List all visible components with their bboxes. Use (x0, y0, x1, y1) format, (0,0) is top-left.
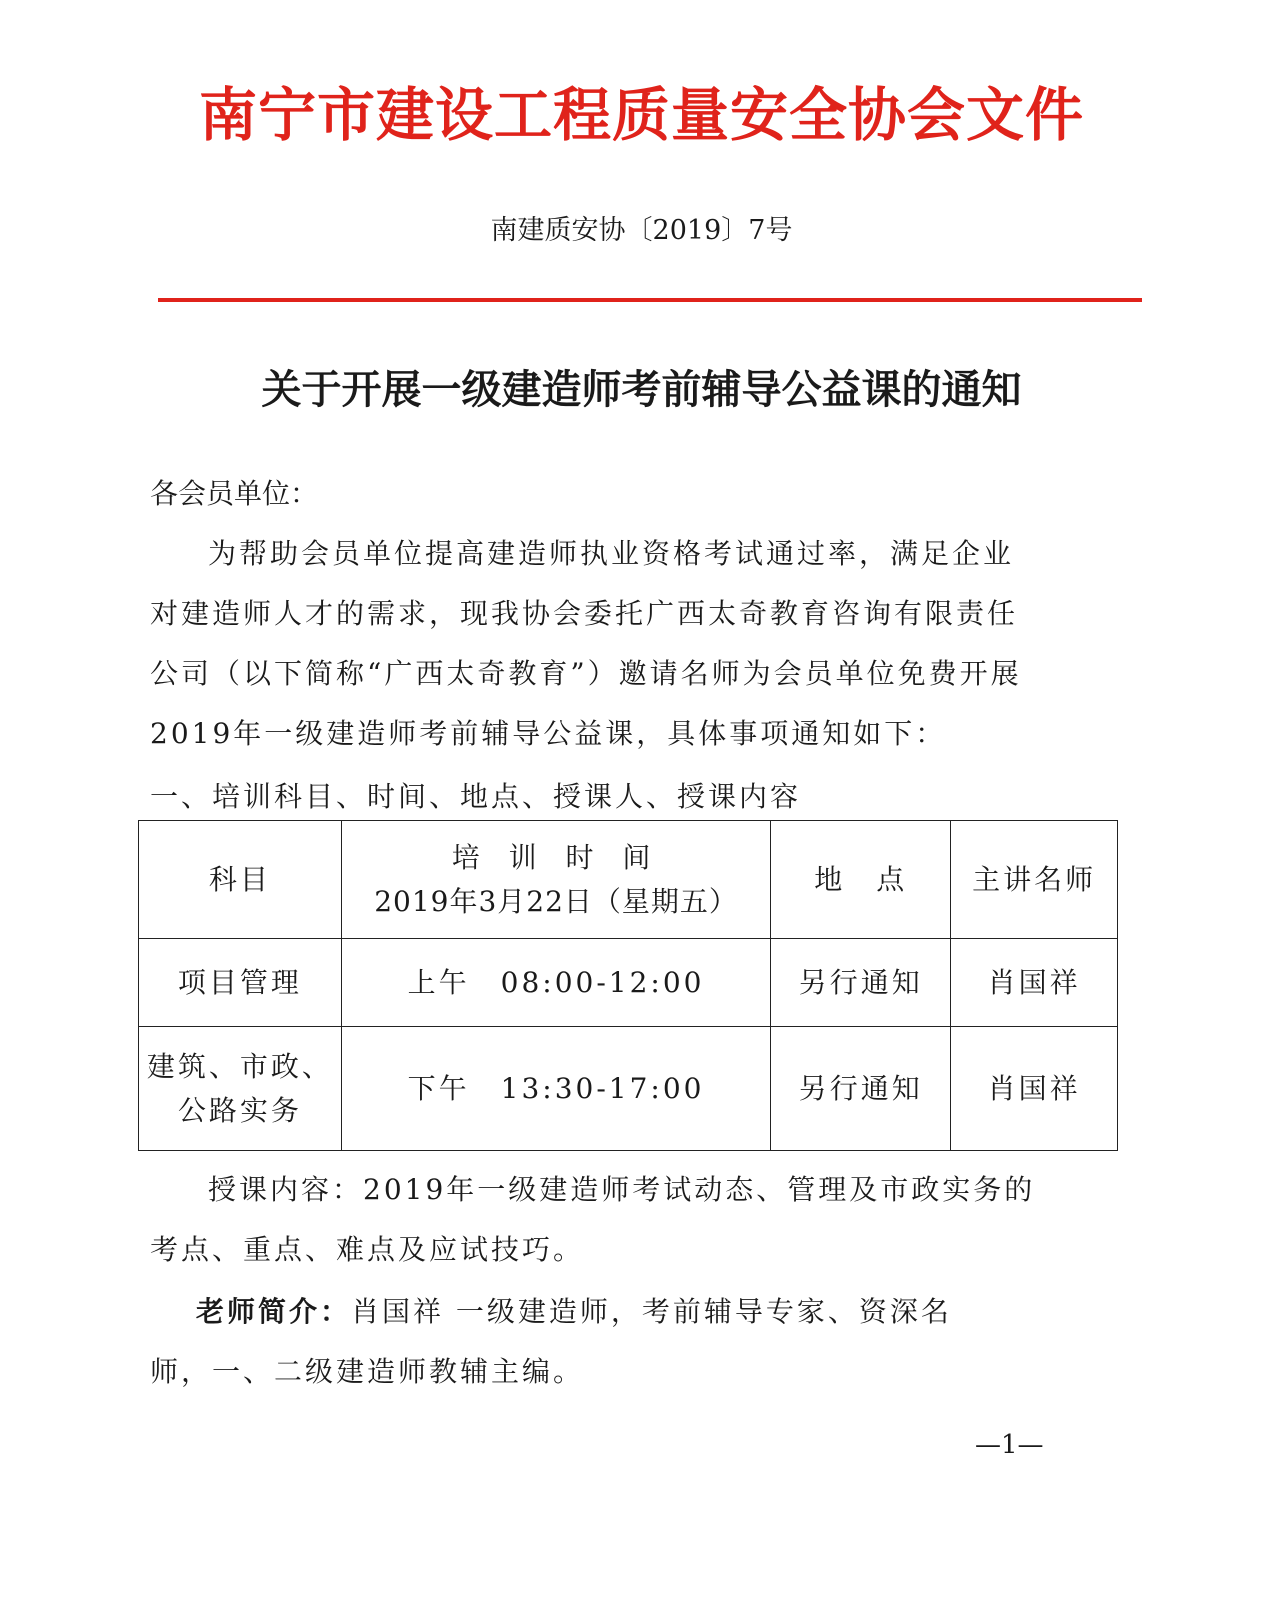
red-divider-line (158, 298, 1142, 302)
row-location: 另行通知 (771, 1027, 951, 1151)
teacher-intro-line-1 (150, 1290, 1125, 1330)
training-schedule-table (138, 820, 1118, 1151)
header-time-date: 2019年3月22日（星期五） (374, 884, 738, 918)
document-header-title: 南宁市建设工程质量安全协会文件 (198, 81, 1084, 149)
row-subject: 项目管理 (139, 939, 342, 1027)
header-location: 地 点 (771, 821, 951, 939)
row-teacher: 肖国祥 (951, 939, 1118, 1027)
row-subject-line-1: 建筑、市政、 (146, 1050, 333, 1084)
header-teacher: 主讲名师 (951, 821, 1118, 939)
header-time-title: 培 训 时 间 (451, 841, 661, 875)
salutation: 各会员单位： (150, 477, 319, 510)
content-note-line-1: 授课内容：2019年一级建造师考试动态、管理及市政实务的 (208, 1173, 1036, 1206)
section-heading: 一、培训科目、时间、地点、授课人、授课内容 (150, 780, 802, 813)
header-subject: 科目 (139, 821, 342, 939)
intro-line-1: 为帮助会员单位提高建造师执业资格考试通过率，满足企业 (208, 537, 1015, 570)
row-location: 另行通知 (771, 939, 951, 1027)
teacher-intro-label: 老师简介： (196, 1295, 352, 1328)
row-time: 上午 08:00-12:00 (341, 939, 771, 1027)
page-number: —1— (975, 1430, 1044, 1460)
row-subject (139, 1027, 342, 1151)
teacher-intro-text: 肖国祥 一级建造师，考前辅导专家、资深名 (351, 1295, 952, 1328)
row-time: 下午 13:30-17:00 (341, 1027, 771, 1151)
row-subject-line-2: 公路实务 (177, 1093, 302, 1127)
row-teacher: 肖国祥 (951, 1027, 1118, 1151)
notice-title: 关于开展一级建造师考前辅导公益课的通知 (261, 366, 1022, 413)
teacher-intro-line-2: 师，一、二级建造师教辅主编。 (150, 1355, 585, 1388)
table-header-row (139, 821, 1118, 939)
intro-line-2: 对建造师人才的需求，现我协会委托广西太奇教育咨询有限责任 (150, 597, 1019, 630)
header-time (341, 821, 771, 939)
intro-line-3: 公司（以下简称“广西太奇教育”）邀请名师为会员单位免费开展 (150, 657, 1022, 690)
table-row (139, 1027, 1118, 1151)
content-note-line-2: 考点、重点、难点及应试技巧。 (150, 1233, 585, 1266)
intro-line-4: 2019年一级建造师考前辅导公益课，具体事项通知如下： (150, 717, 947, 750)
document-number: 南建质安协〔2019〕7号 (490, 215, 793, 246)
table-row (139, 939, 1118, 1027)
